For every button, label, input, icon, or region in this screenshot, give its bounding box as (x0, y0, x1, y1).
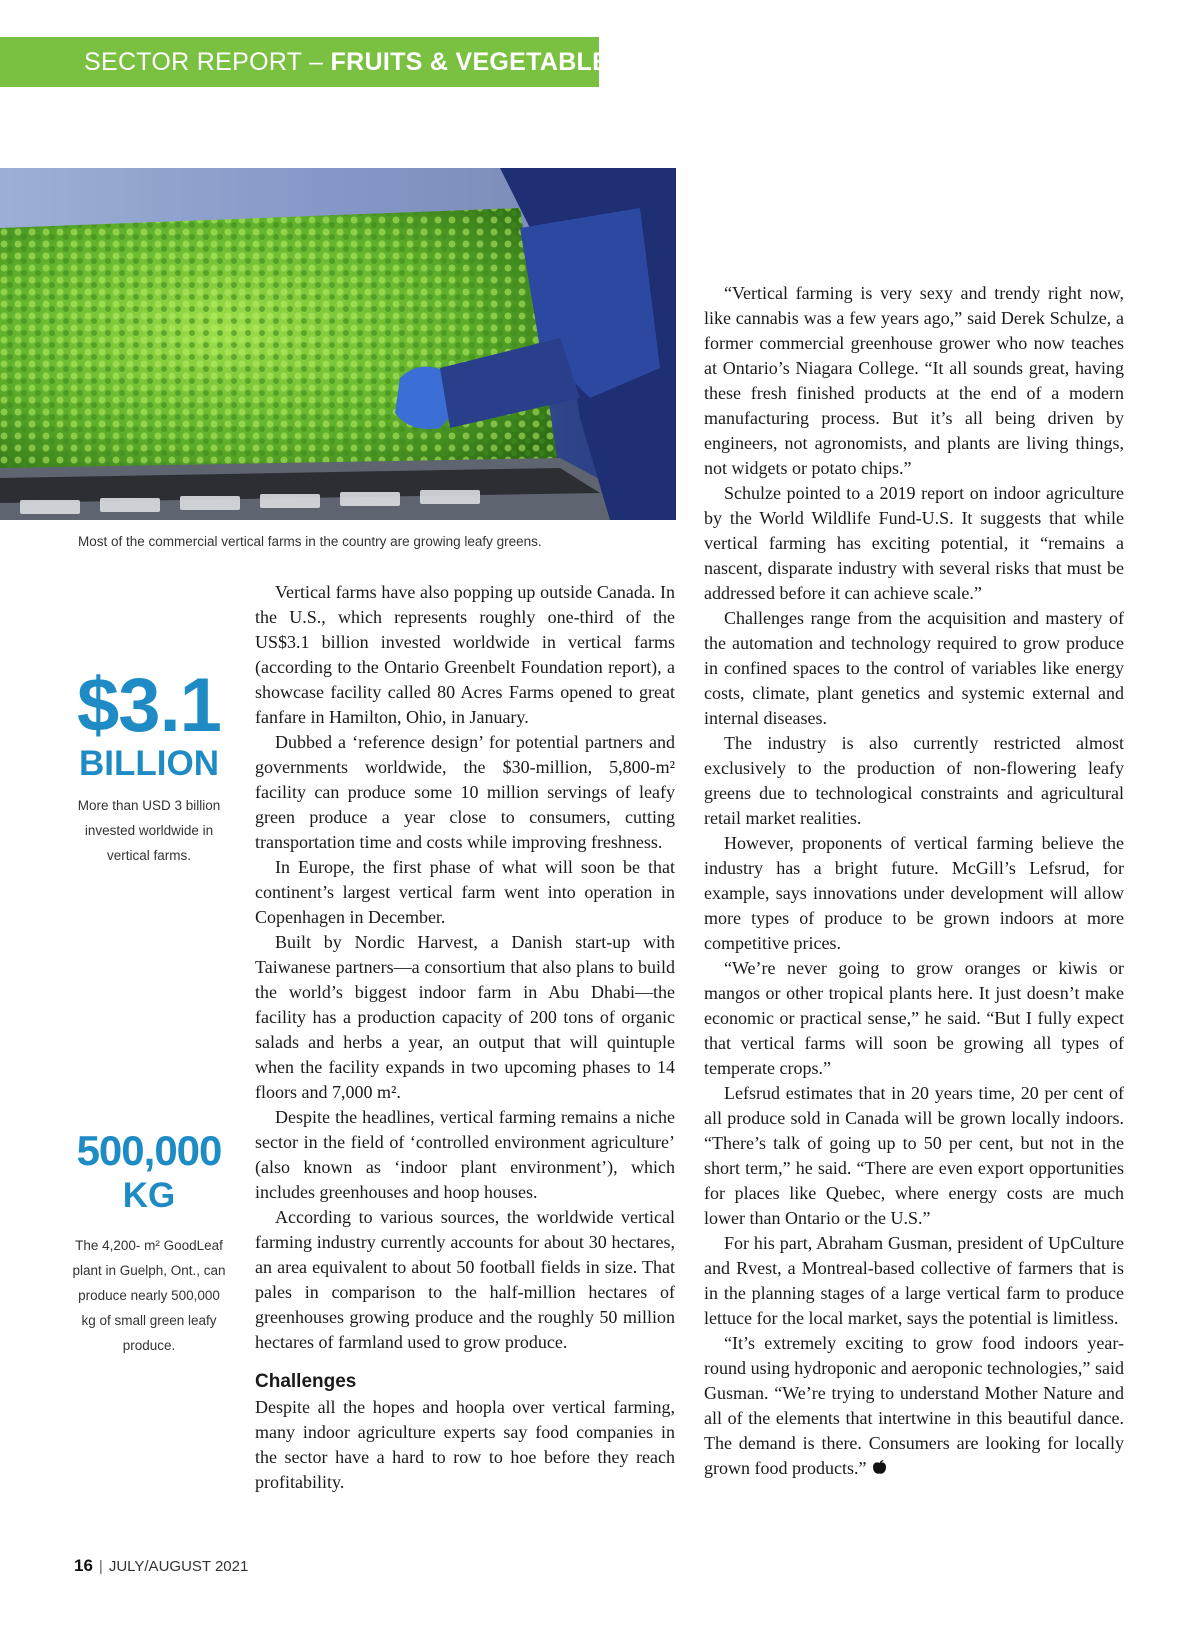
paragraph: For his part, Abraham Gusman, president of UpCulture and Rvest, a Montreal-based collective of farmers that is in the planning stages of a large vertical farm to produce lettuce for the local market, says the potential is limitless. (704, 1233, 1124, 1328)
page-number: 16 (74, 1556, 93, 1575)
section-title: FRUITS & VEGETABLES (330, 48, 627, 76)
paragraph: Built by Nordic Harvest, a Danish start-up with Taiwanese partners—a consortium that also plans to build the world’s biggest indoor farm in Abu Dhabi—the facility has a production capacity of 200 tons of organic salads and herbs a year, an output that will quintuple when the facility expands in two upcoming phases to 14 floors and 7,000 m². (255, 932, 675, 1102)
apple-icon (872, 1458, 887, 1475)
paragraph: “Vertical farming is very sexy and trendy right now, like cannabis was a few years ago,” said Derek Schulze, a former commercial greenhouse grower who now teaches at Ontario’s Niagara College. “It all sounds great, having these fresh finished products at the end of a modern manufacturing process. But it’s all being driven by engineers, not agronomists, and plants are living things, not widgets or potato chips.” (704, 283, 1124, 478)
paragraph: In Europe, the first phase of what will soon be that continent’s largest vertical farm went into operation in Copenhagen in December. (255, 857, 675, 927)
stat-unit: BILLION (79, 744, 219, 783)
page-footer (74, 1556, 248, 1576)
article-column-middle (255, 580, 675, 1495)
paragraph: Vertical farms have also popping up outside Canada. In the U.S., which represents roughly one-third of the US$3.1 billion invested worldwide in vertical farms (according to the Ontario Greenbelt Foundation report), a showcase facility called 80 Acres Farms opened to great fanfare in Hamilton, Ohio, in January. (255, 582, 675, 727)
subheading-challenges: Challenges (255, 1371, 357, 1392)
paragraph: The industry is also currently restricted almost exclusively to the production of non-flowering leafy greens due to technological constraints and agricultural retail market realities. (704, 733, 1124, 828)
photo-caption: Most of the commercial vertical farms in the country are growing leafy greens. (78, 534, 542, 549)
paragraph: Challenges range from the acquisition and mastery of the automation and technology required to grow produce in confined spaces to the control of variables like energy costs, climate, plant genetics and systemic external and internal diseases. (704, 608, 1124, 728)
paragraph: Despite the headlines, vertical farming remains a niche sector in the field of ‘controlled environment agriculture’ (also known as ‘indoor plant environment’), which includes greenhouses and hoop houses. (255, 1107, 675, 1202)
article-column-right (704, 281, 1124, 1481)
paragraph-text: “It’s extremely exciting to grow food indoors year-round using hydroponic and aeroponic technologies,” said Gusman. “We’re trying to understand Mother Nature and all of the elements that intertwine in this beautiful dance. The demand is there. Consumers are looking for locally grown food products.” (704, 1333, 1124, 1478)
paragraph: Schulze pointed to a 2019 report on indoor agriculture by the World Wildlife Fund-U.S. It suggests that while vertical farming has exciting potential, it “remains a nascent, disparate industry with several risks that must be addressed before it can achieve scale.” (704, 483, 1124, 603)
footer-divider: | (98, 1558, 103, 1575)
paragraph: According to various sources, the worldwide vertical farming industry currently accounts for about 30 hectares, an area equivalent to about 50 football fields in size. That pales in comparison to the half-million hectares of greenhouses growing produce and the roughly 50 million hectares of farmland used to grow produce. (255, 1207, 675, 1352)
stat-description: More than USD 3 billion invested worldwide in vertical farms. (77, 798, 221, 863)
stat-value: 500,000 (76, 1127, 222, 1174)
paragraph: “We’re never going to grow oranges or kiwis or mangos or other tropical plants here. It just doesn’t make economic or practical sense,” he said. “But I fully expect that vertical farms will soon be growing all types of temperate crops.” (704, 958, 1124, 1078)
stat-description: The 4,200- m² GoodLeaf plant in Guelph, Ont., can produce nearly 500,000 kg of small green leafy produce. (72, 1238, 226, 1353)
paragraph-final (704, 1331, 1124, 1481)
paragraph: However, proponents of vertical farming believe the industry has a bright future. McGill’s Lefsrud, for example, says innovations under development will allow more types of produce to be grown indoors at more competitive prices. (704, 833, 1124, 953)
stat-callout-investment (70, 663, 228, 868)
section-header (0, 37, 627, 87)
stat-value: $3.1 (77, 663, 221, 748)
article-photo (0, 168, 676, 520)
section-prefix: SECTOR REPORT – (84, 48, 331, 76)
stat-unit: KG (122, 1176, 176, 1215)
paragraph: Despite all the hopes and hoopla over vertical farming, many indoor agriculture experts say food companies in the sector have a hard to row to hoe before they reach profitability. (255, 1397, 675, 1492)
paragraph: Lefsrud estimates that in 20 years time, 20 per cent of all produce sold in Canada will be grown locally indoors. “There’s talk of going up to 50 per cent, but not in the short term,” he said. “There are even export opportunities for places like Quebec, where energy costs are much lower than Ontario or the U.S.” (704, 1083, 1124, 1228)
stat-callout-production (70, 1127, 228, 1358)
paragraph: Dubbed a ‘reference design’ for potential partners and governments worldwide, the $30-million, 5,800-m² facility can produce some 10 million servings of leafy green produce a year close to consumers, cutting transportation time and costs while improving freshness. (255, 732, 675, 852)
issue-date: JULY/AUGUST 2021 (108, 1558, 249, 1575)
